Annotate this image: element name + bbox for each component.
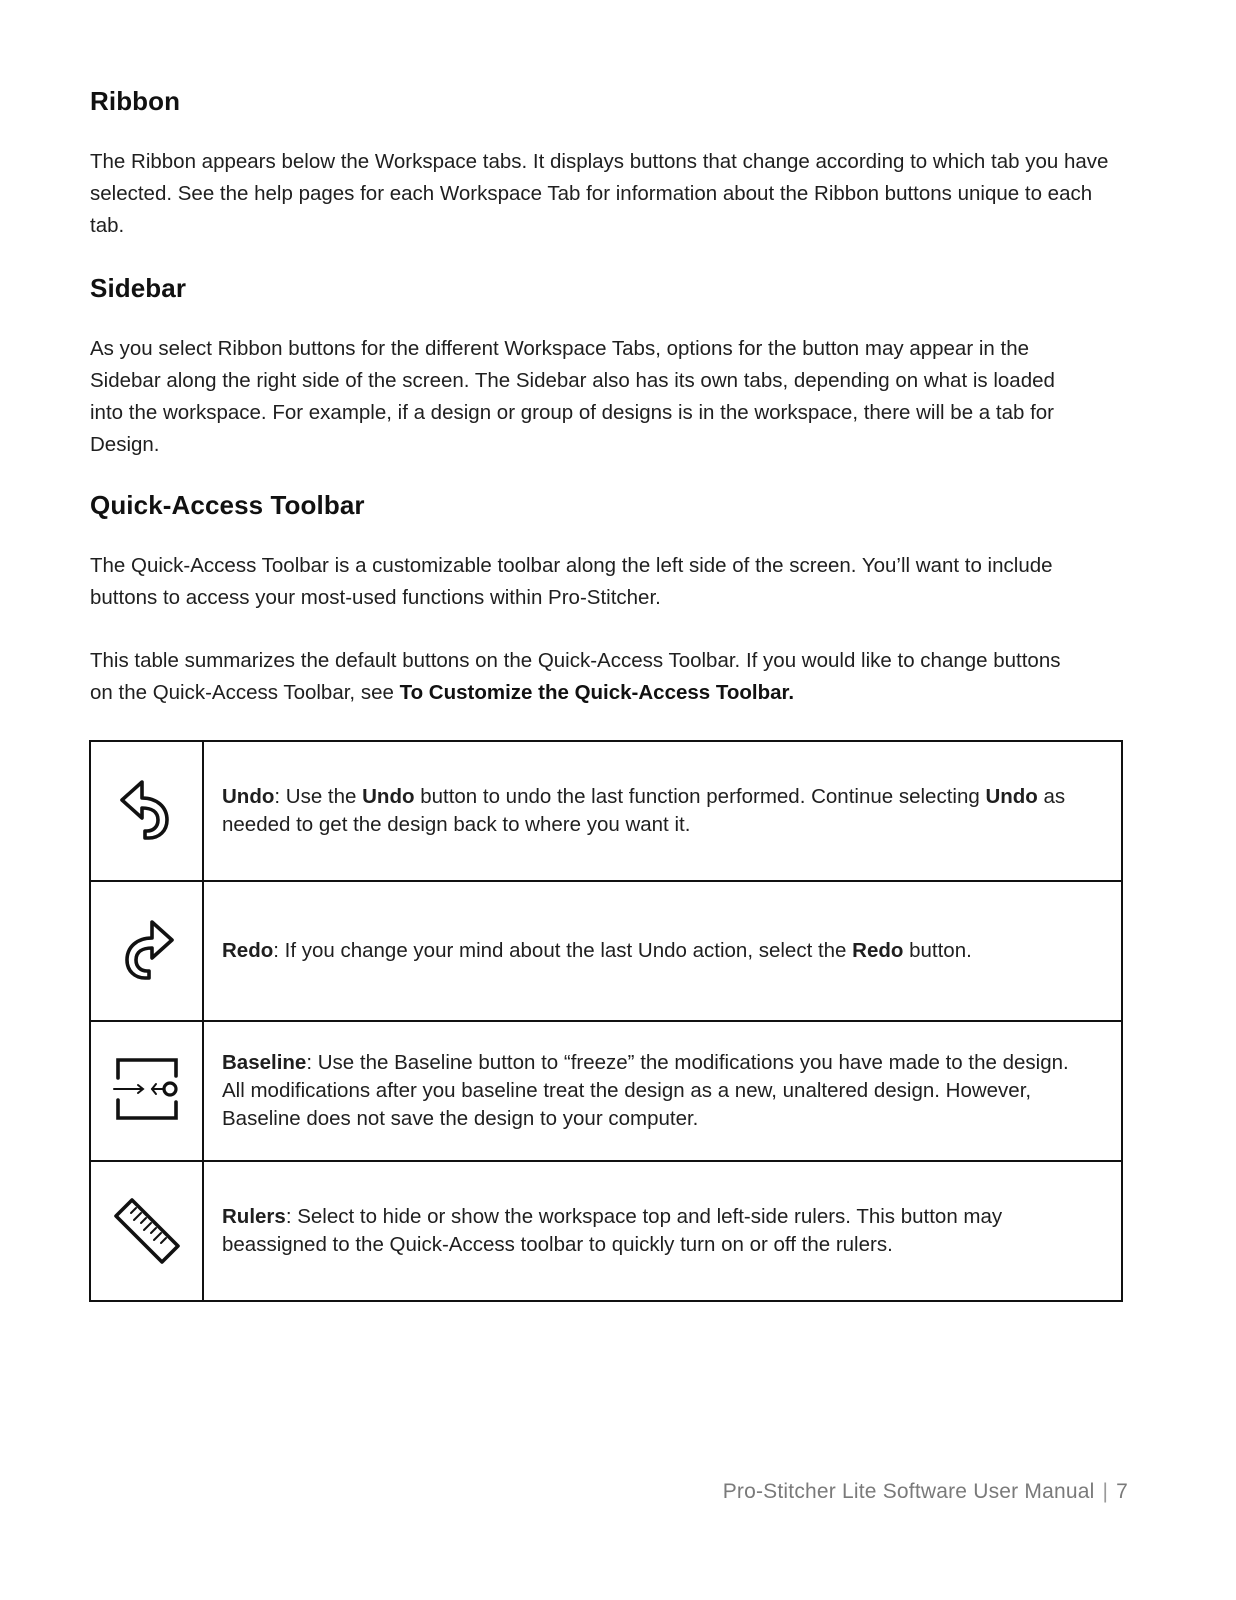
bold-span: Redo xyxy=(852,939,904,962)
rulers-term: Rulers xyxy=(222,1205,286,1228)
page-footer xyxy=(723,1480,1128,1504)
qat-paragraph-2-text: This table summarizes the default buttons on the Quick-Access Toolbar. If you would like to change buttons on the Quick-Access Toolbar, see xyxy=(90,649,1061,704)
baseline-description xyxy=(203,1021,1122,1161)
text-span: : If you change your mind about the last Undo action, select the xyxy=(273,939,853,962)
ribbon-heading: Ribbon xyxy=(90,86,181,116)
text-span: : Select to hide or show the workspace top and left-side rulers. This button may beassigned to the Quick-Access toolbar to quickly turn on or off the rulers. xyxy=(222,1205,1003,1256)
text-span: : Use the xyxy=(274,785,363,808)
qat-heading: Quick-Access Toolbar xyxy=(90,490,365,520)
footer-title: Pro-Stitcher Lite Software User Manual xyxy=(722,1480,1095,1503)
undo-term: Undo xyxy=(222,785,275,808)
icon-cell xyxy=(90,881,203,1021)
rulers-description xyxy=(203,1161,1122,1301)
undo-description xyxy=(203,741,1122,881)
sidebar-heading: Sidebar xyxy=(90,273,187,303)
customize-qat-link[interactable]: To Customize the Quick-Access Toolbar. xyxy=(399,681,795,704)
redo-icon xyxy=(112,914,182,984)
text-span: button. xyxy=(903,939,972,962)
sidebar-paragraph: As you select Ribbon buttons for the different Workspace Tabs, options for the button may appear in the Sidebar along the right side of the screen. The Sidebar also has its own tabs, depending on what is loaded into the workspace. For example, if a design or group of designs is in the workspace, there will be a tab for Design. xyxy=(90,337,1055,456)
baseline-term: Baseline xyxy=(222,1051,307,1074)
icon-cell xyxy=(90,741,203,881)
bold-span: Undo xyxy=(985,785,1038,808)
ribbon-paragraph: The Ribbon appears below the Workspace tabs. It displays buttons that change according to which tab you have selected. See the help pages for each Workspace Tab for information about the Ribbon buttons unique to each tab. xyxy=(90,150,1109,237)
bold-span: Undo xyxy=(362,785,415,808)
table-row xyxy=(90,881,1122,1021)
page-number: 7 xyxy=(1116,1480,1128,1503)
baseline-icon xyxy=(112,1054,182,1124)
table-row xyxy=(90,1161,1122,1301)
icon-cell xyxy=(90,1021,203,1161)
qat-buttons-table xyxy=(89,740,1123,1302)
text-span: button to undo the last function performed. Continue selecting xyxy=(414,785,986,808)
redo-description xyxy=(203,881,1122,1021)
table-row xyxy=(90,741,1122,881)
icon-cell xyxy=(90,1161,203,1301)
redo-term: Redo xyxy=(222,939,274,962)
ruler-icon xyxy=(112,1194,182,1264)
undo-icon xyxy=(112,774,182,844)
text-span: as needed to get the design back to where you want it. xyxy=(222,785,1066,836)
qat-paragraph-1: The Quick-Access Toolbar is a customizable toolbar along the left side of the screen. You’ll want to include buttons to access your most-used functions within Pro-Stitcher. xyxy=(90,554,1053,609)
qat-paragraph-2 xyxy=(90,645,1080,709)
table-row xyxy=(90,1021,1122,1161)
text-span: : Use the Baseline button to “freeze” the modifications you have made to the design. All modifications after you baseline treat the design as a new, unaltered design. However, Baseline does not save the design to your computer. xyxy=(222,1051,1069,1130)
footer-separator: | xyxy=(1102,1480,1109,1503)
